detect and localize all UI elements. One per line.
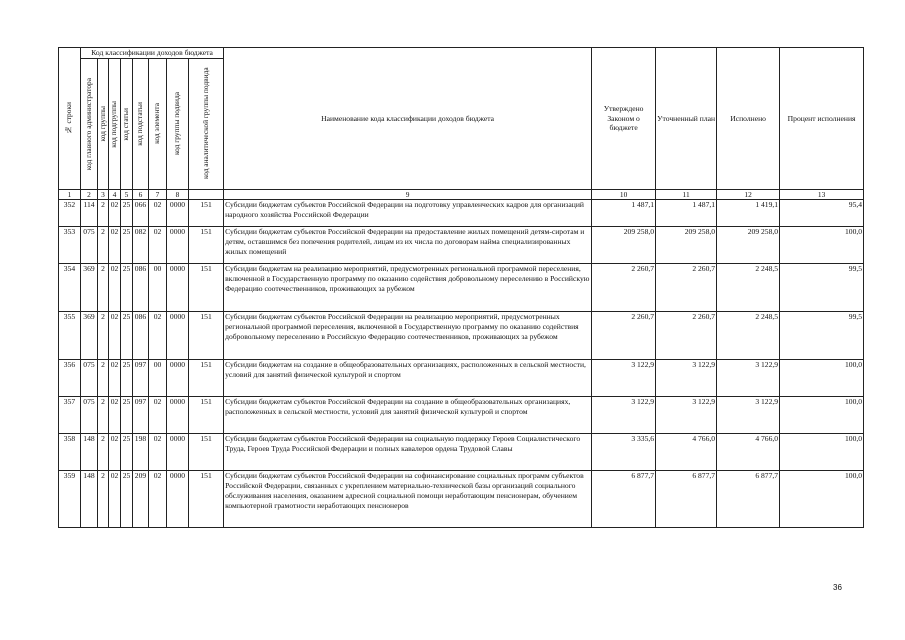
percent-cell: 99,5 (780, 312, 864, 360)
admin-code-cell: 075 (81, 227, 98, 264)
article-code-cell: 25 (121, 227, 133, 264)
refined-header: Уточненный план (656, 48, 717, 190)
subgroup-code-cell: 02 (109, 264, 121, 312)
admin-code-cell: 075 (81, 360, 98, 397)
executed-amount-cell: 6 877,7 (717, 471, 780, 528)
analytic-group-code-cell: 151 (189, 360, 224, 397)
subtype-group-code-cell: 0000 (167, 312, 189, 360)
subarticle-code-cell: 097 (133, 397, 149, 434)
approved-amount-cell: 3 122,9 (592, 397, 656, 434)
table-row (59, 200, 864, 227)
executed-amount-cell: 3 122,9 (717, 360, 780, 397)
approved-amount-cell: 3 122,9 (592, 360, 656, 397)
percent-cell: 100,0 (780, 471, 864, 528)
executed-amount-cell: 2 248,5 (717, 264, 780, 312)
analytic-group-code-cell: 151 (189, 434, 224, 471)
column-number: 6 (133, 189, 149, 200)
row-number-header (59, 48, 81, 190)
subgroup-code-cell: 02 (109, 397, 121, 434)
article-code-cell: 25 (121, 264, 133, 312)
article-code-cell: 25 (121, 200, 133, 227)
column-number (189, 189, 224, 200)
executed-header: Исполнено (717, 48, 780, 190)
column-number-row (59, 189, 864, 200)
article-code-cell: 25 (121, 312, 133, 360)
column-number: 11 (656, 189, 717, 200)
subarticle-code-cell: 209 (133, 471, 149, 528)
page-number: 36 (833, 583, 842, 592)
admin-code-cell: 369 (81, 312, 98, 360)
group-code-cell: 2 (98, 471, 109, 528)
admin-code-cell: 075 (81, 397, 98, 434)
table-row (59, 360, 864, 397)
column-number: 12 (717, 189, 780, 200)
subtype-group-code-cell: 0000 (167, 264, 189, 312)
element-code-cell: 02 (149, 200, 167, 227)
analytic-group-code-header: код аналитической группы подвида (189, 58, 224, 189)
analytic-group-code-cell: 151 (189, 312, 224, 360)
revenue-name-cell: Субсидии бюджетам субъектов Российской Федерации на подготовку управленческих кадров для организаций народного хозяйства Российской Федерации (224, 200, 592, 227)
revenue-name-cell: Субсидии бюджетам субъектов Российской Федерации на социальную поддержку Героев Социалистического Труда, Героев Труда Российской Федерации и полных кавалеров ордена Трудовой Славы (224, 434, 592, 471)
approved-header: Утверждено Законом о бюджете (592, 48, 656, 190)
subtype-group-code-cell: 0000 (167, 434, 189, 471)
row-number-label: № строки (64, 102, 74, 135)
admin-code-cell: 369 (81, 264, 98, 312)
subgroup-code-cell: 02 (109, 471, 121, 528)
subtype-group-code-header: код группы подвида (167, 58, 189, 189)
revenue-name-cell: Субсидии бюджетам субъектов Российской Федерации на софинансирование социальных программ субъектов Российской Федерации, связанных с укреплением материально-технической базы организаций социального обслуживания населения, оказанием адресной социальной помощи неработающим пенсионерам, обучением компьютерной грамотности неработающих пенсионеров (224, 471, 592, 528)
subarticle-code-cell: 086 (133, 312, 149, 360)
article-code-header: код статьи (121, 58, 133, 189)
column-number: 13 (780, 189, 864, 200)
table-row (59, 264, 864, 312)
subgroup-code-cell: 02 (109, 434, 121, 471)
admin-code-cell: 114 (81, 200, 98, 227)
element-code-cell: 02 (149, 471, 167, 528)
admin-code-cell: 148 (81, 471, 98, 528)
approved-amount-cell: 2 260,7 (592, 312, 656, 360)
table-row (59, 227, 864, 264)
element-code-cell: 02 (149, 312, 167, 360)
refined-amount-cell: 4 766,0 (656, 434, 717, 471)
table-row (59, 434, 864, 471)
column-number: 1 (59, 189, 81, 200)
executed-amount-cell: 1 419,1 (717, 200, 780, 227)
subarticle-code-cell: 198 (133, 434, 149, 471)
table-row (59, 312, 864, 360)
percent-cell: 100,0 (780, 360, 864, 397)
percent-cell: 100,0 (780, 227, 864, 264)
row-number-cell: 357 (59, 397, 81, 434)
row-number-cell: 352 (59, 200, 81, 227)
revenue-name-cell: Субсидии бюджетам на реализацию мероприятий, предусмотренных региональной программой переселения, включенной в Государственную программу по оказанию содействия добровольному переселению в Российскую Федерацию соотечественников, проживающих за рубежом (224, 264, 592, 312)
admin-code-header: код главного администратора (81, 58, 98, 189)
subarticle-code-header: код подстатьи (133, 58, 149, 189)
subarticle-code-cell: 097 (133, 360, 149, 397)
group-code-cell: 2 (98, 397, 109, 434)
budget-revenue-table (58, 47, 864, 528)
analytic-group-code-cell: 151 (189, 397, 224, 434)
row-number-cell: 353 (59, 227, 81, 264)
subgroup-code-header: код подгруппы (109, 58, 121, 189)
table-row (59, 471, 864, 528)
element-code-cell: 02 (149, 397, 167, 434)
approved-amount-cell: 3 335,6 (592, 434, 656, 471)
subtype-group-code-cell: 0000 (167, 360, 189, 397)
article-code-cell: 25 (121, 360, 133, 397)
executed-amount-cell: 3 122,9 (717, 397, 780, 434)
column-number: 8 (167, 189, 189, 200)
revenue-name-cell: Субсидии бюджетам субъектов Российской Федерации на реализацию мероприятий, предусмотренных региональной программой переселения, включенной в Государственную программу по оказанию содействия добровольному переселению в Российскую Федерацию соотечественников, проживающих за рубежом (224, 312, 592, 360)
group-code-cell: 2 (98, 264, 109, 312)
subtype-group-code-cell: 0000 (167, 200, 189, 227)
refined-amount-cell: 1 487,1 (656, 200, 717, 227)
group-code-cell: 2 (98, 360, 109, 397)
subarticle-code-cell: 066 (133, 200, 149, 227)
subtype-group-code-cell: 0000 (167, 227, 189, 264)
percent-cell: 100,0 (780, 397, 864, 434)
element-code-header: код элемента (149, 58, 167, 189)
row-number-cell: 354 (59, 264, 81, 312)
revenue-name-cell: Субсидии бюджетам на создание в общеобразовательных организациях, расположенных в сельской местности, условий для занятий физической культурой и спортом (224, 360, 592, 397)
approved-amount-cell: 209 258,0 (592, 227, 656, 264)
group-code-cell: 2 (98, 227, 109, 264)
percent-cell: 99,5 (780, 264, 864, 312)
column-number: 3 (98, 189, 109, 200)
classification-group-header: Код классификации доходов бюджета (81, 48, 224, 59)
refined-amount-cell: 2 260,7 (656, 312, 717, 360)
element-code-cell: 02 (149, 434, 167, 471)
column-number: 10 (592, 189, 656, 200)
subarticle-code-cell: 082 (133, 227, 149, 264)
article-code-cell: 25 (121, 471, 133, 528)
table-body (59, 200, 864, 528)
group-code-cell: 2 (98, 312, 109, 360)
percent-header: Процент исполнения (780, 48, 864, 190)
percent-cell: 95,4 (780, 200, 864, 227)
article-code-cell: 25 (121, 434, 133, 471)
group-code-cell: 2 (98, 200, 109, 227)
subgroup-code-cell: 02 (109, 360, 121, 397)
group-code-header: код группы (98, 58, 109, 189)
column-number: 7 (149, 189, 167, 200)
analytic-group-code-cell: 151 (189, 264, 224, 312)
table-row (59, 397, 864, 434)
executed-amount-cell: 2 248,5 (717, 312, 780, 360)
revenue-name-cell: Субсидии бюджетам субъектов Российской Федерации на создание в общеобразовательных организациях, расположенных в сельской местности, условий для занятий физической культурой и спортом (224, 397, 592, 434)
group-code-cell: 2 (98, 434, 109, 471)
analytic-group-code-cell: 151 (189, 471, 224, 528)
approved-amount-cell: 6 877,7 (592, 471, 656, 528)
analytic-group-code-cell: 151 (189, 200, 224, 227)
admin-code-cell: 148 (81, 434, 98, 471)
row-number-cell: 358 (59, 434, 81, 471)
subtype-group-code-cell: 0000 (167, 471, 189, 528)
column-number: 4 (109, 189, 121, 200)
executed-amount-cell: 209 258,0 (717, 227, 780, 264)
subgroup-code-cell: 02 (109, 227, 121, 264)
percent-cell: 100,0 (780, 434, 864, 471)
approved-amount-cell: 1 487,1 (592, 200, 656, 227)
row-number-cell: 359 (59, 471, 81, 528)
refined-amount-cell: 3 122,9 (656, 360, 717, 397)
name-header: Наименование кода классификации доходов бюджета (224, 48, 592, 190)
element-code-cell: 00 (149, 264, 167, 312)
element-code-cell: 02 (149, 227, 167, 264)
subarticle-code-cell: 086 (133, 264, 149, 312)
revenue-name-cell: Субсидии бюджетам субъектов Российской Федерации на предоставление жилых помещений детям-сиротам и детям, оставшимся без попечения родителей, лицам из их числа по договорам найма специализированных жилых помещений (224, 227, 592, 264)
subtype-group-code-cell: 0000 (167, 397, 189, 434)
column-number: 9 (224, 189, 592, 200)
refined-amount-cell: 2 260,7 (656, 264, 717, 312)
refined-amount-cell: 3 122,9 (656, 397, 717, 434)
article-code-cell: 25 (121, 397, 133, 434)
element-code-cell: 00 (149, 360, 167, 397)
column-number: 5 (121, 189, 133, 200)
refined-amount-cell: 6 877,7 (656, 471, 717, 528)
subgroup-code-cell: 02 (109, 312, 121, 360)
refined-amount-cell: 209 258,0 (656, 227, 717, 264)
analytic-group-code-cell: 151 (189, 227, 224, 264)
row-number-cell: 356 (59, 360, 81, 397)
column-number: 2 (81, 189, 98, 200)
executed-amount-cell: 4 766,0 (717, 434, 780, 471)
subgroup-code-cell: 02 (109, 200, 121, 227)
approved-amount-cell: 2 260,7 (592, 264, 656, 312)
row-number-cell: 355 (59, 312, 81, 360)
